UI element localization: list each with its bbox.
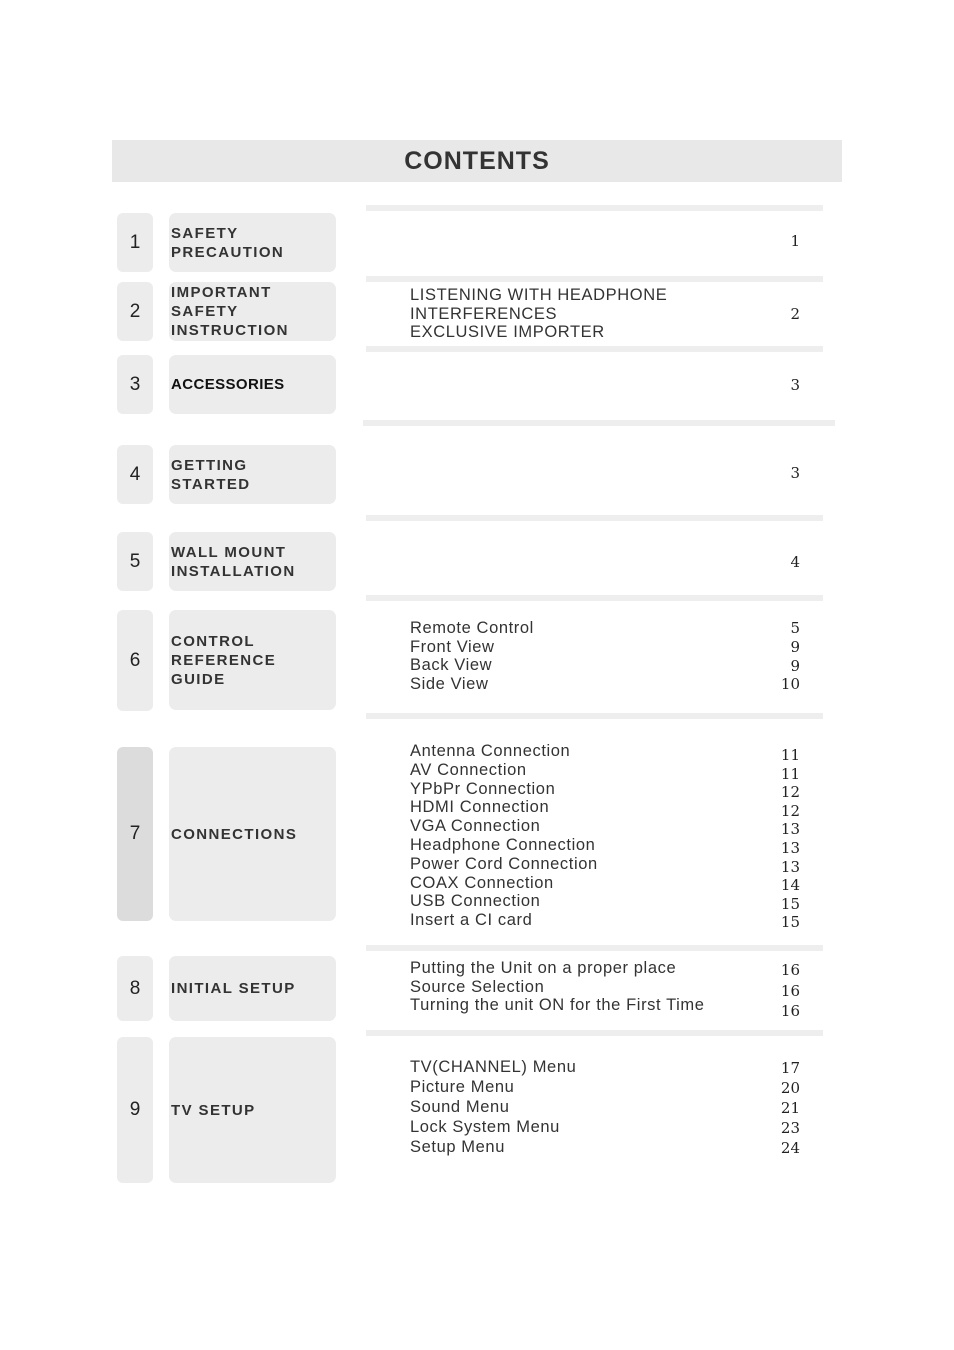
section-divider (366, 205, 823, 211)
section-title[interactable]: TV SETUP (169, 1037, 336, 1183)
page-number[interactable]: 13 (780, 857, 800, 876)
page-number[interactable]: 16 (780, 961, 800, 979)
section-number: 8 (117, 956, 153, 1021)
section-items (410, 286, 770, 342)
toc-item[interactable]: YPbPr Connection (410, 779, 556, 798)
section-title[interactable]: IMPORTANT SAFETY INSTRUCTION (169, 282, 336, 341)
toc-item[interactable]: Picture Menu (410, 1078, 515, 1096)
section-title[interactable]: CONNECTIONS (169, 747, 336, 921)
section-divider (366, 945, 823, 951)
page-number[interactable]: 1 (790, 232, 800, 250)
toc-item[interactable]: Headphone Connection (410, 835, 596, 854)
page-number[interactable]: 15 (780, 913, 800, 932)
toc-item[interactable]: Sound Menu (410, 1098, 510, 1116)
page-title: CONTENTS (404, 146, 550, 175)
section-divider (366, 713, 823, 719)
toc-item[interactable]: Front View (410, 637, 495, 656)
section-items (410, 959, 770, 1015)
page-numbers (760, 553, 800, 571)
toc-item[interactable]: Insert a CI card (410, 911, 533, 930)
page-number[interactable]: 11 (780, 764, 800, 783)
section-divider (366, 276, 823, 282)
toc-item[interactable]: AV Connection (410, 760, 527, 779)
toc-item[interactable]: Source Selection (410, 977, 545, 996)
contents-header (112, 140, 842, 182)
page-number[interactable]: 21 (780, 1099, 800, 1118)
section-title[interactable]: CONTROL REFERENCE GUIDE (169, 610, 336, 710)
page-numbers (760, 305, 800, 323)
page-numbers (760, 232, 800, 250)
page-number[interactable]: 3 (790, 464, 800, 482)
toc-item[interactable]: Antenna Connection (410, 742, 571, 760)
page-number[interactable]: 13 (780, 838, 800, 857)
toc-item[interactable]: Lock System Menu (410, 1118, 560, 1136)
toc-item[interactable]: INTERFERENCES (410, 304, 558, 323)
page-number[interactable]: 2 (790, 305, 800, 323)
page-number[interactable]: 24 (780, 1139, 800, 1158)
section-items (410, 1057, 770, 1157)
toc-item[interactable]: Setup Menu (410, 1138, 505, 1156)
toc-item[interactable]: COAX Connection (410, 873, 554, 892)
toc-item[interactable]: Power Cord Connection (410, 854, 598, 873)
section-divider (363, 420, 835, 426)
toc-item[interactable]: VGA Connection (410, 817, 541, 836)
page-numbers (760, 960, 800, 1022)
section-number: 4 (117, 445, 153, 504)
page-number[interactable]: 16 (780, 981, 800, 1000)
section-number: 7 (117, 747, 153, 921)
toc-item[interactable]: EXCLUSIVE IMPORTER (410, 323, 605, 341)
page-number[interactable]: 11 (780, 746, 800, 764)
section-title[interactable]: INITIAL SETUP (169, 956, 336, 1021)
section-items (410, 619, 770, 694)
page-number[interactable]: 23 (780, 1119, 800, 1138)
toc-item[interactable]: Remote Control (410, 619, 534, 637)
toc-item[interactable]: Side View (410, 675, 489, 694)
section-number: 2 (117, 282, 153, 341)
section-title[interactable]: ACCESSORIES (169, 355, 336, 414)
page-numbers (760, 376, 800, 394)
section-divider (366, 515, 823, 521)
section-title[interactable]: WALL MOUNT INSTALLATION (169, 532, 336, 591)
section-divider (366, 595, 823, 601)
page-number[interactable]: 16 (780, 1002, 800, 1020)
section-number: 3 (117, 355, 153, 414)
section-title[interactable]: SAFETY PRECAUTION (169, 213, 336, 272)
toc-item[interactable]: LISTENING WITH HEADPHONE (410, 286, 668, 304)
page-number[interactable]: 12 (780, 783, 800, 802)
toc-item[interactable]: HDMI Connection (410, 798, 550, 817)
page-number[interactable]: 12 (780, 801, 800, 820)
section-number: 9 (117, 1037, 153, 1183)
section-items (410, 742, 770, 930)
toc-item[interactable]: TV(CHANNEL) Menu (410, 1058, 577, 1076)
page-number[interactable]: 13 (780, 820, 800, 839)
section-title[interactable]: GETTING STARTED (169, 445, 336, 504)
page-numbers (760, 619, 800, 694)
toc-item[interactable]: USB Connection (410, 892, 541, 911)
page-number[interactable]: 17 (780, 1059, 800, 1077)
page-number[interactable]: 20 (780, 1079, 800, 1098)
page-number[interactable]: 15 (780, 894, 800, 913)
page-numbers (760, 464, 800, 482)
page-number[interactable]: 5 (790, 619, 800, 637)
page-numbers (760, 1058, 800, 1158)
page-number[interactable]: 4 (790, 553, 800, 571)
page-number[interactable]: 14 (780, 876, 800, 895)
page-numbers (760, 746, 800, 932)
section-divider (366, 346, 823, 352)
section-number: 6 (117, 610, 153, 711)
toc-item[interactable]: Turning the unit ON for the First Time (410, 996, 705, 1015)
page-number[interactable]: 3 (790, 376, 800, 394)
page-number[interactable]: 10 (780, 675, 800, 694)
section-divider (366, 1030, 823, 1036)
page-number[interactable]: 9 (790, 656, 800, 675)
toc-item[interactable]: Back View (410, 656, 493, 675)
page-number[interactable]: 9 (790, 637, 800, 656)
section-number: 1 (117, 213, 153, 272)
toc-item[interactable]: Putting the Unit on a proper place (410, 959, 677, 977)
section-number: 5 (117, 532, 153, 591)
